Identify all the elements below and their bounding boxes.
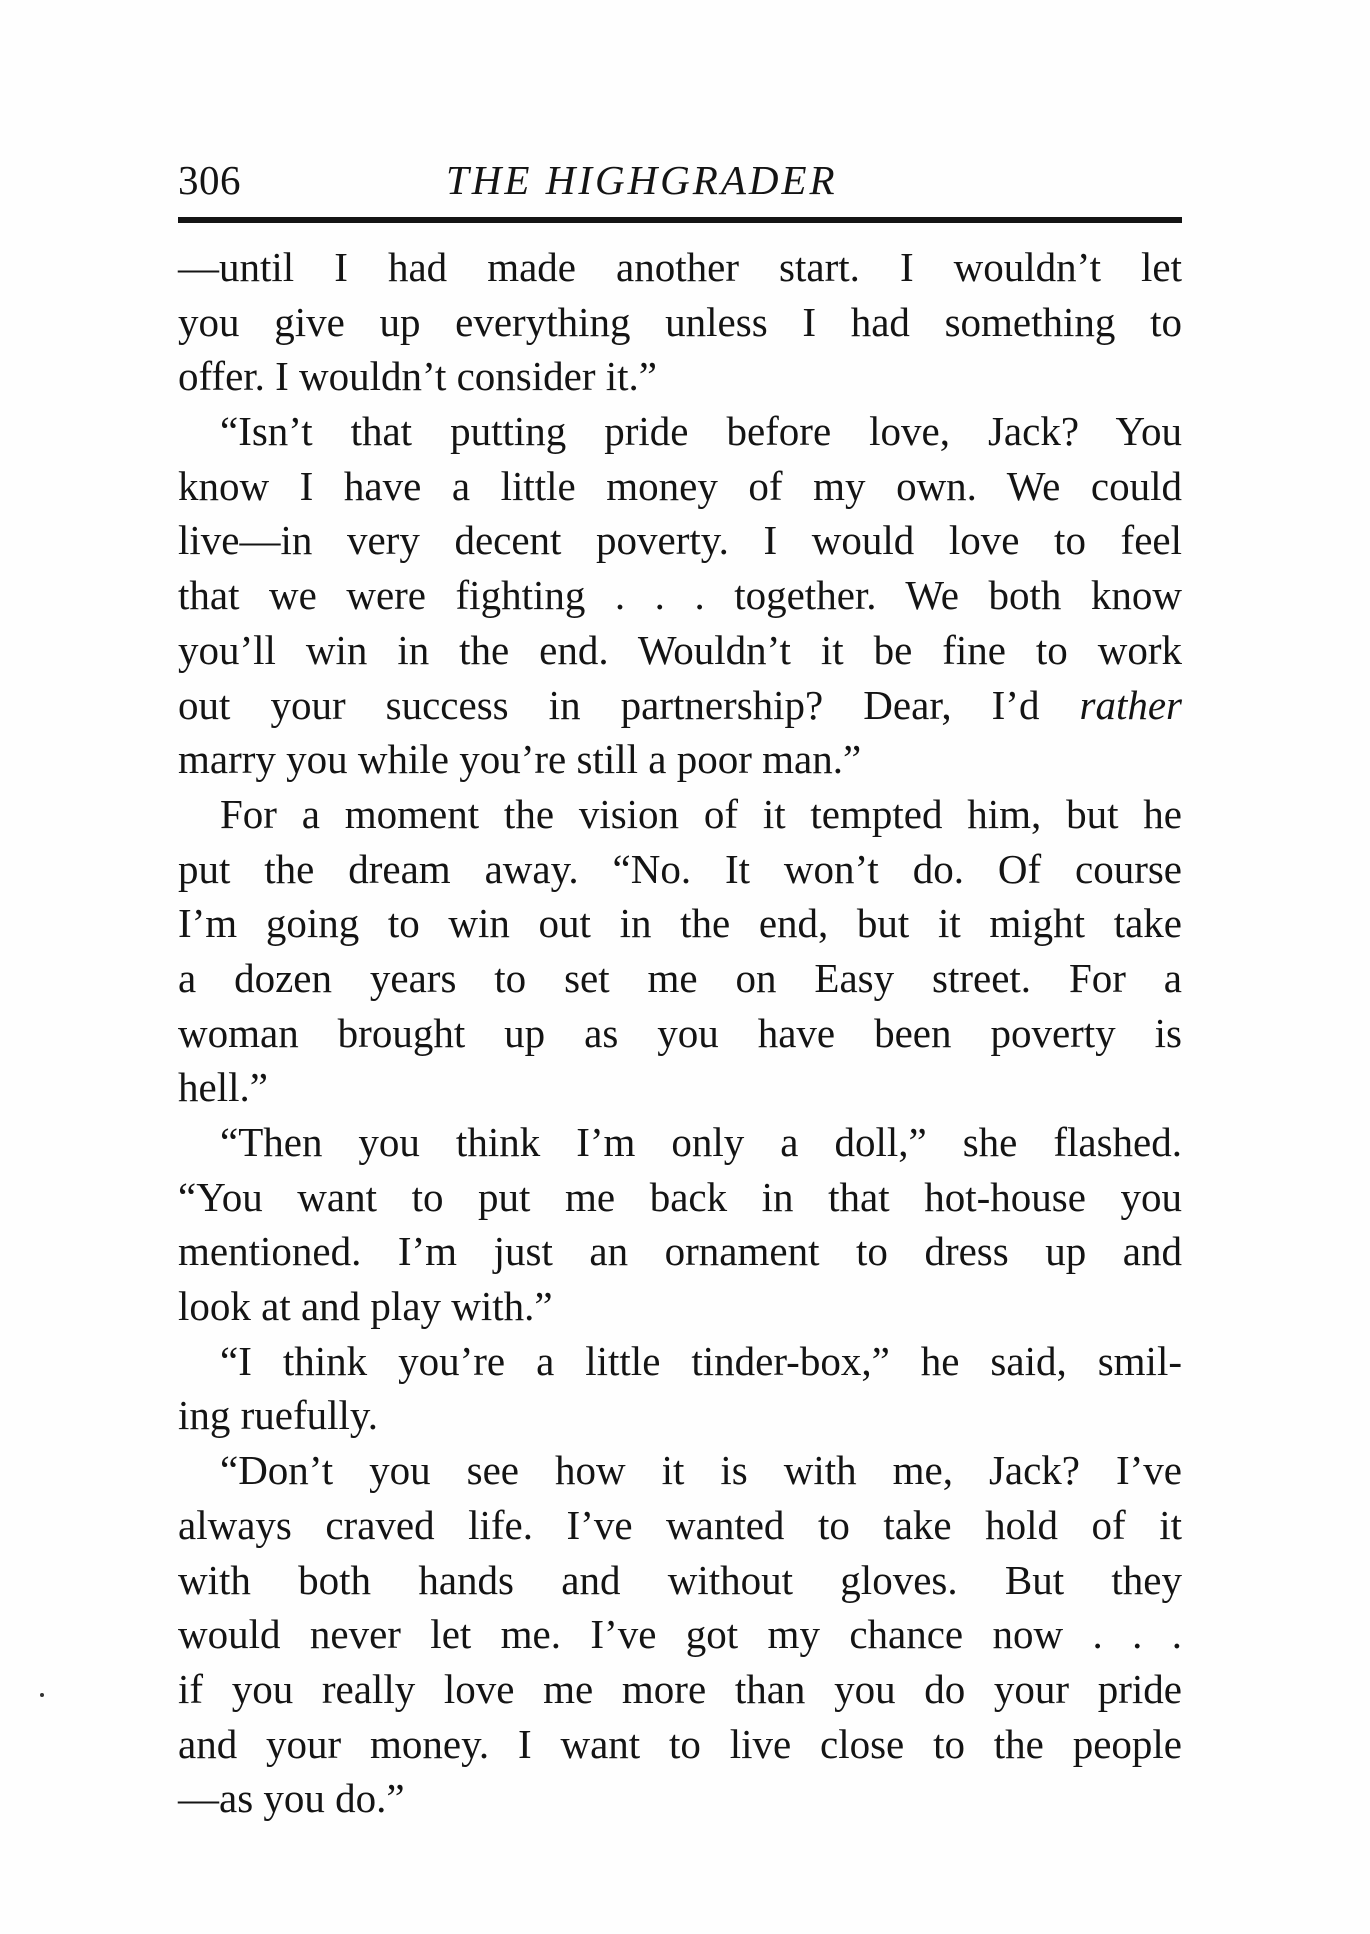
text-line-segment: always craved life. I’ve wanted to take hold of it — [178, 1501, 1182, 1548]
text-line — [178, 678, 1182, 733]
text-line-segment: hell.” — [178, 1064, 268, 1111]
text-line — [178, 404, 1182, 459]
text-line-segment: know I have a little money of my own. We could — [178, 462, 1182, 509]
text-line — [178, 787, 1182, 842]
text-line-segment: “Then you think I’m only a doll,” she flashed. — [220, 1119, 1182, 1165]
text-line — [178, 842, 1182, 897]
text-line-segment: marry you while you’re still a poor man.” — [178, 736, 862, 783]
text-line — [178, 1279, 1182, 1334]
text-line-segment: you’ll win in the end. Wouldn’t it be fine to work — [178, 626, 1182, 673]
text-line-segment: look at and play with.” — [178, 1283, 553, 1330]
text-line — [178, 1170, 1182, 1225]
text-line — [178, 1115, 1182, 1170]
text-line-segment: you give up everything unless I had something to — [178, 298, 1182, 345]
text-line-segment: ing ruefully. — [178, 1392, 379, 1439]
text-line — [178, 1607, 1182, 1662]
text-line — [178, 568, 1182, 623]
text-line-segment: woman brought up as you have been poverty is — [178, 1009, 1182, 1056]
text-line — [178, 1771, 1182, 1826]
text-line — [178, 1060, 1182, 1115]
text-line-segment: live—in very decent poverty. I would love to feel — [178, 517, 1182, 564]
text-line-segment: put the dream away. “No. It won’t do. Of course — [178, 845, 1182, 892]
text-line — [178, 459, 1182, 514]
text-line — [178, 1443, 1182, 1498]
text-line — [178, 951, 1182, 1006]
running-head: THE HIGHGRADER — [446, 157, 838, 203]
text-line-segment: “Don’t you see how it is with me, Jack? I’ve — [220, 1447, 1182, 1494]
text-line-segment: I’m going to win out in the end, but it might take — [178, 900, 1182, 947]
page-header — [178, 150, 1182, 210]
text-line — [178, 1553, 1182, 1608]
text-line — [178, 240, 1182, 295]
text-line — [178, 1717, 1182, 1772]
text-line — [178, 1388, 1182, 1443]
text-line-segment: with both hands and without gloves. But they — [178, 1556, 1182, 1603]
text-line — [178, 623, 1182, 678]
text-line — [178, 1498, 1182, 1553]
text-line-segment: would never let me. I’ve got my chance now . . . — [178, 1611, 1182, 1658]
page-number: 306 — [178, 157, 241, 203]
paper-speck — [40, 1693, 44, 1697]
text-line — [178, 295, 1182, 350]
text-line-segment: a dozen years to set me on Easy street. For a — [178, 954, 1182, 1001]
text-line-segment: “I think you’re a little tinder-box,” he said, smil- — [220, 1337, 1182, 1384]
text-line-segment: —until I had made another start. I wouldn’t let — [178, 244, 1182, 290]
text-line-segment: offer. I wouldn’t consider it.” — [178, 353, 657, 400]
text-line-segment: “Isn’t that putting pride before love, Jack? You — [220, 408, 1182, 455]
body-text — [178, 240, 1182, 1826]
text-line — [178, 349, 1182, 404]
text-line — [178, 1662, 1182, 1717]
text-line-segment: if you really love me more than you do your pride — [178, 1665, 1182, 1712]
text-line-segment: that we were fighting . . . together. We both know — [178, 572, 1182, 619]
text-line-segment: and your money. I want to live close to the people — [178, 1720, 1182, 1767]
text-line — [178, 732, 1182, 787]
emphasized-word: rather — [1079, 681, 1182, 728]
text-line-segment: “You want to put me back in that hot-house you — [178, 1173, 1182, 1220]
text-line-segment: —as you do.” — [178, 1775, 405, 1822]
text-line — [178, 896, 1182, 951]
text-line-segment: For a moment the vision of it tempted him, but he — [220, 790, 1182, 837]
text-line — [178, 1334, 1182, 1389]
header-rule — [178, 217, 1182, 223]
text-line — [178, 513, 1182, 568]
text-line-segment: out your success in partnership? Dear, I’d — [178, 681, 1080, 728]
text-line-segment: mentioned. I’m just an ornament to dress up and — [178, 1228, 1182, 1275]
text-line — [178, 1006, 1182, 1061]
text-line — [178, 1224, 1182, 1279]
